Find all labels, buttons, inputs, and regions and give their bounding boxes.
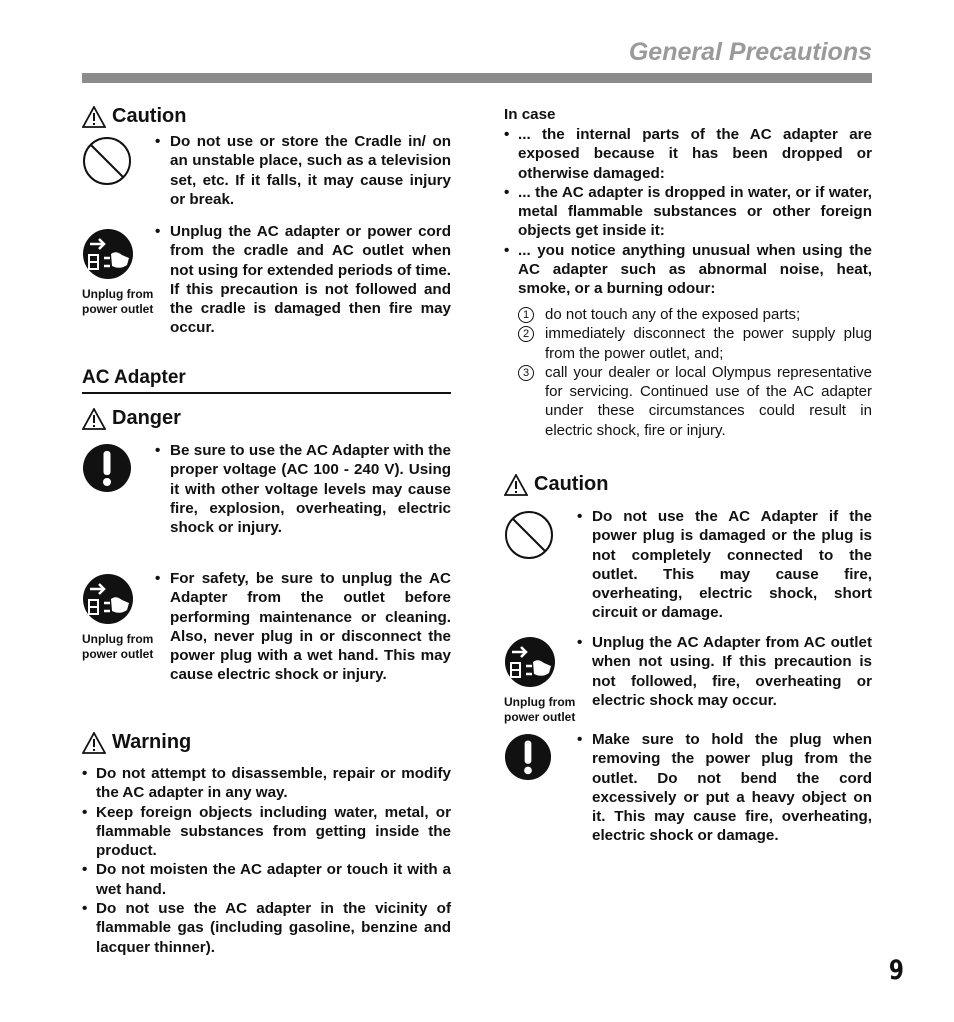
caution-heading: [82, 105, 186, 128]
step-item: 1 do not touch any of the exposed parts;: [518, 305, 872, 324]
icon-cell: [82, 222, 158, 317]
step-number: 1: [518, 307, 534, 323]
unplug-icon: [504, 636, 556, 688]
list-item: • ... the AC adapter is dropped in water, or if water, metal flammable substances or other foreign objects get inside it:: [504, 183, 872, 240]
in-case-list: [504, 125, 872, 299]
caution-item-text: • Unplug the AC Adapter from AC outlet when not using. If this precaution is not followed, fire, overheating or electric shock may occur.: [577, 634, 872, 709]
icon-caption: Unplug from power outlet: [504, 695, 576, 724]
prohibited-icon: [82, 136, 132, 186]
list-item: • Keep foreign objects including water, metal, or flammable substances from getting inside the product.: [82, 803, 451, 860]
step-number: 3: [518, 365, 534, 381]
icon-cell: [82, 441, 158, 498]
icon-cell: [504, 730, 580, 786]
list-item: • Do not attempt to disassemble, repair or modify the AC adapter in any way.: [82, 765, 451, 802]
danger-item-text: • Be sure to use the AC Adapter with the proper voltage (AC 100 - 240 V). Using it with other voltage levels may cause fire, explosion, overheating, electric shock or injury.: [155, 442, 451, 537]
warning-triangle-icon: [82, 106, 106, 128]
list-item: • ... you notice anything unusual when using the AC adapter such as abnormal noise, heat, smoke, or a burning odour:: [504, 241, 872, 298]
caution-item-text: • Unplug the AC adapter or power cord from the cradle and AC outlet when not using for extended periods of time. If this precaution is not followed and the cradle is damaged then fire may occur.: [155, 223, 451, 337]
section-title-ac-adapter: AC Adapter: [82, 367, 451, 394]
icon-caption: Unplug from power outlet: [82, 632, 154, 661]
steps-list: [518, 305, 872, 440]
step-number: 2: [518, 326, 534, 342]
warning-title: Warning: [112, 731, 192, 753]
page-number: 9: [889, 955, 905, 986]
prohibited-icon: [504, 510, 554, 560]
icon-cell: [504, 507, 580, 565]
in-case-title: In case: [504, 106, 556, 123]
danger-title: Danger: [112, 407, 181, 429]
unplug-icon: [82, 228, 134, 280]
step-item: 3 call your dealer or local Olympus representative for servicing. Continued use of the AC adapter under these circumstances could result in electric shock, fire or injury.: [518, 363, 872, 440]
warning-list: [82, 764, 451, 957]
warning-triangle-icon: [82, 732, 106, 754]
warning-triangle-icon: [82, 408, 106, 430]
page-header-title: General Precautions: [628, 38, 872, 66]
caution-item-text: • Do not use the AC Adapter if the power plug is damaged or the plug is not completely connected to the outlet. This may cause fire, overheating, electric shock, short circuit or damage.: [577, 508, 872, 622]
list-item: • Do not use the AC adapter in the vicinity of flammable gas (including gasoline, benzine and lacquer thinner).: [82, 900, 451, 956]
unplug-icon: [82, 573, 134, 625]
mandatory-icon: [504, 733, 552, 781]
caution-heading: [504, 473, 608, 496]
icon-cell: [82, 569, 158, 662]
warning-triangle-icon: [504, 474, 528, 496]
danger-heading: [82, 407, 181, 430]
caution-title: Caution: [534, 473, 609, 495]
icon-caption: Unplug from power outlet: [82, 287, 154, 316]
icon-cell: [82, 132, 158, 191]
caution-item-text: • Do not use or store the Cradle in/ on an unstable place, such as a television set, etc. If it falls, it may cause injury or break.: [155, 133, 451, 208]
danger-item-text: • For safety, be sure to unplug the AC Adapter from the outlet before performing maintenance or cleaning. Also, never plug in or disconnect the power plug with a wet hand. This may cause electric shock or injury.: [155, 570, 451, 684]
mandatory-icon: [82, 443, 132, 493]
warning-heading: [82, 731, 191, 754]
list-item: • ... the internal parts of the AC adapter are exposed because it has been dropped or otherwise damaged:: [504, 126, 872, 182]
icon-cell: [504, 633, 580, 725]
header-rule: [82, 73, 872, 83]
step-item: 2 immediately disconnect the power supply plug from the power outlet, and;: [518, 324, 872, 363]
caution-title: Caution: [112, 105, 187, 127]
list-item: • Do not moisten the AC adapter or touch it with a wet hand.: [82, 861, 451, 898]
caution-item-text: • Make sure to hold the plug when removing the power plug from the outlet. Do not bend the cord excessively or put a heavy object on it. This may cause fire, overheating, electric shock or damage.: [577, 731, 872, 845]
